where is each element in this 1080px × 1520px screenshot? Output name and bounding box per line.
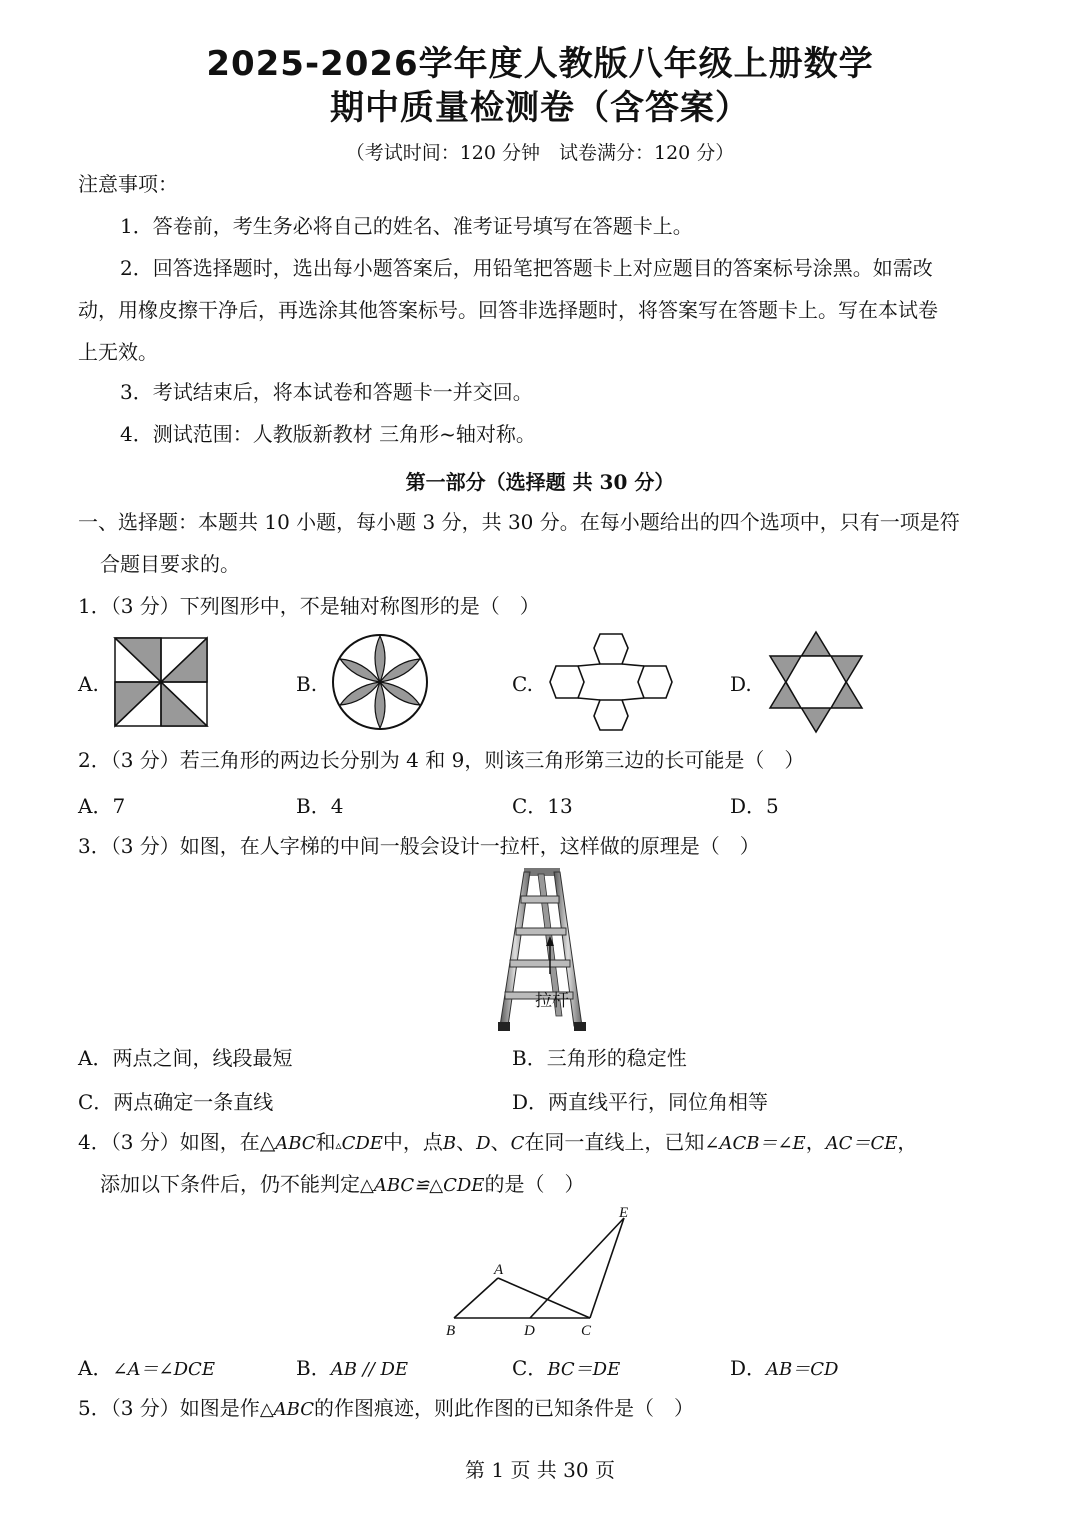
page-footer: 第 1 页 共 30 页 (465, 1458, 615, 1482)
q4-stem-line-1: 4．（3 分）如图，在△ABC和▵CDE中，点B、D、C在同一直线上，已知∠ACB＝∠E，AC＝CE， (78, 1130, 918, 1154)
note-2-line-3: 上无效。 (78, 340, 158, 364)
star-of-david-icon (766, 630, 866, 734)
section-intro-line-2: 合题目要求的。 (100, 552, 240, 576)
q3-option-d[interactable]: D．两直线平行，同位角相等 (512, 1090, 769, 1114)
exam-info: （考试时间：120 分钟 试卷满分：120 分） (345, 142, 735, 164)
note-2-line-1: 2．回答选择题时，选出每小题答案后，用铅笔把答题卡上对应题目的答案标号涂黑。如需改 (120, 256, 933, 280)
q5-stem: 5．（3 分）如图是作△ABC的作图痕迹，则此作图的已知条件是（ ） (78, 1396, 694, 1420)
point-d: D (524, 1323, 535, 1339)
flower-circle-icon (330, 632, 430, 732)
q2-option-a[interactable]: A．7 (78, 794, 126, 818)
q3-stem: 3．（3 分）如图，在人字梯的中间一般会设计一拉杆，这样做的原理是（ ） (78, 834, 760, 858)
q1-option-d-label[interactable]: D. (730, 672, 752, 696)
note-3: 3．考试结束后，将本试卷和答题卡一并交回。 (120, 380, 533, 404)
pinwheel-icon (113, 636, 209, 728)
point-b: B (446, 1323, 456, 1339)
q2-stem: 2．（3 分）若三角形的两边长分别为 4 和 9，则该三角形第三边的长可能是（ ） (78, 748, 805, 772)
title-line-2: 期中质量检测卷（含答案） (330, 88, 750, 128)
q2-option-d[interactable]: D．5 (730, 794, 779, 818)
ladder-pull-rod-label: 拉杆 (535, 991, 569, 1011)
q3-option-a[interactable]: A．两点之间，线段最短 (78, 1046, 293, 1070)
q4-option-d[interactable]: D．AB＝CD (730, 1356, 839, 1380)
q1-option-b-label[interactable]: B. (296, 672, 318, 696)
q1-option-c-label[interactable]: C. (512, 672, 533, 696)
note-4: 4．测试范围：人教版新教材 三角形~轴对称。 (120, 422, 536, 446)
q2-option-b[interactable]: B．4 (296, 794, 344, 818)
section-intro-line-1: 一、选择题：本题共 10 小题，每小题 3 分，共 30 分。在每小题给出的四个选项中，只有一项是符 (78, 510, 960, 534)
notes-heading: 注意事项： (78, 172, 178, 196)
q4-stem-line-2: 添加以下条件后，仍不能判定△ABC≌△CDE的是（ ） (100, 1172, 585, 1196)
q1-option-a-label[interactable]: A. (78, 672, 99, 696)
note-2-line-2: 动，用橡皮擦干净后，再选涂其他答案标号。回答非选择题时，将答案写在答题卡上。写在本试卷 (78, 298, 938, 322)
section-title: 第一部分（选择题 共 30 分） (405, 470, 675, 494)
note-1: 1．答卷前，考生务必将自己的姓名、准考证号填写在答题卡上。 (120, 214, 693, 238)
q4-triangle-figure (440, 1202, 640, 1342)
title-line-1: 2025-2026学年度人教版八年级上册数学 (206, 44, 874, 84)
q3-option-c[interactable]: C．两点确定一条直线 (78, 1090, 274, 1114)
q4-option-c[interactable]: C．BC＝DE (512, 1356, 621, 1380)
q2-option-c[interactable]: C．13 (512, 794, 573, 818)
q1-stem: 1．（3 分）下列图形中，不是轴对称图形的是（ ） (78, 594, 540, 618)
q4-option-a[interactable]: A．∠A＝∠DCE (78, 1356, 215, 1380)
point-c: C (581, 1323, 592, 1339)
q4-option-b[interactable]: B．AB // DE (296, 1356, 409, 1380)
point-a: A (494, 1262, 504, 1278)
q3-option-b[interactable]: B．三角形的稳定性 (512, 1046, 687, 1070)
point-e: E (619, 1205, 629, 1221)
hexagram-outline-icon (548, 630, 674, 734)
